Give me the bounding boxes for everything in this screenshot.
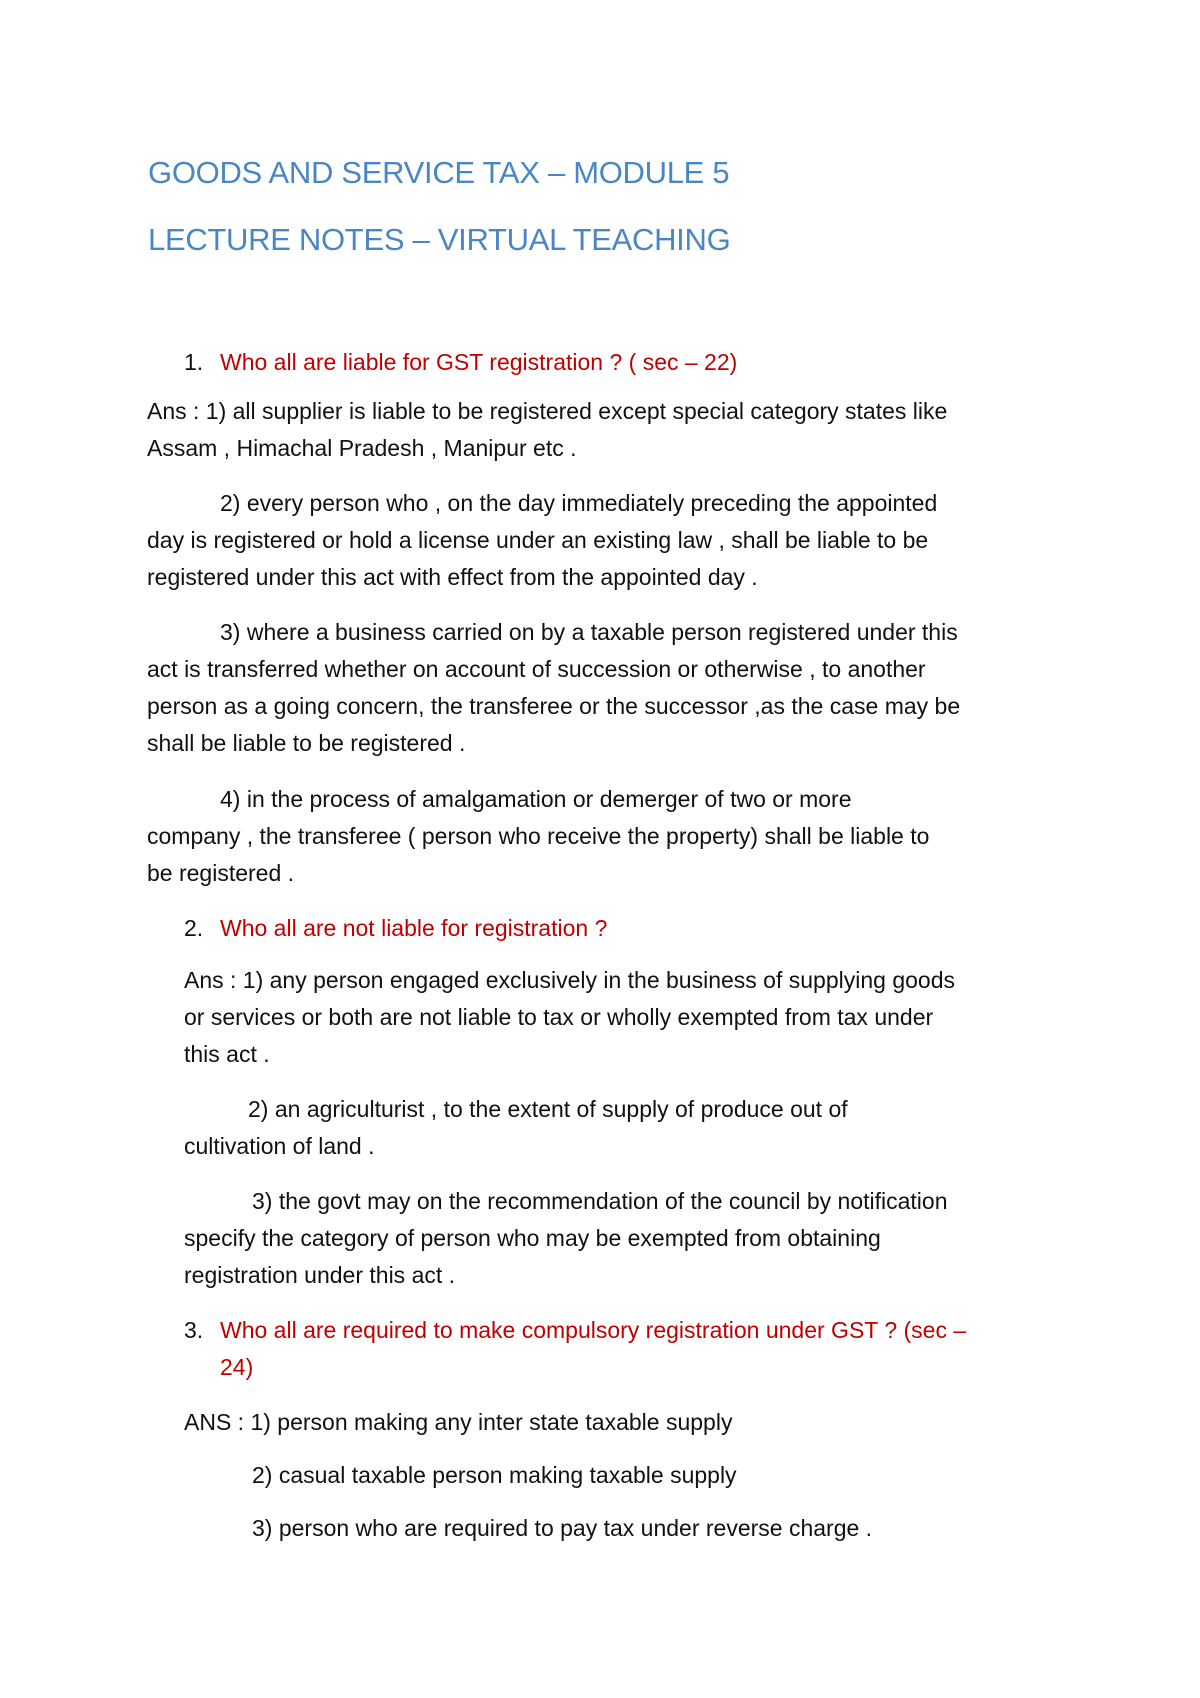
question-line: Who all are required to make compulsory registration under GST ? (sec – [220,1317,967,1343]
answer-paragraph [184,962,955,1073]
question-number: 1. [184,349,204,375]
answer-line: 4) in the process of amalgamation or demerger of two or more [220,786,852,812]
question-number: 2. [184,915,204,941]
answer-line: ANS : 1) person making any inter state taxable supply [184,1409,733,1435]
answer-line: 2) casual taxable person making taxable supply [252,1462,737,1488]
answer-line: Assam , Himachal Pradesh , Manipur etc . [147,435,577,461]
answer-line: person as a going concern, the transferee or the successor ,as the case may be [147,693,961,719]
answer-line: cultivation of land . [184,1133,375,1159]
document-title: GOODS AND SERVICE TAX – MODULE 5 [148,155,730,190]
answer-paragraph [184,1404,732,1441]
answer-line: 3) the govt may on the recommendation of the council by notification [252,1188,948,1214]
answer-paragraph [147,393,947,467]
answer-line: this act . [184,1041,270,1067]
question-line: Who all are not liable for registration ? [220,915,608,941]
answer-paragraph [252,1457,737,1494]
answer-line: day is registered or hold a license under an existing law , shall be liable to be [147,527,929,553]
question-heading [220,1312,966,1386]
answer-line: 2) an agriculturist , to the extent of supply of produce out of [248,1096,848,1122]
question-line: Who all are liable for GST registration ? ( sec – 22) [220,349,738,375]
answer-line: 3) person who are required to pay tax under reverse charge . [252,1515,873,1541]
answer-line: registered under this act with effect from the appointed day . [147,564,758,590]
answer-line: Ans : 1) all supplier is liable to be registered except special category states like [147,398,948,424]
answer-line: Ans : 1) any person engaged exclusively in the business of supplying goods [184,967,955,993]
question-heading [220,910,607,947]
answer-line: 3) where a business carried on by a taxable person registered under this [220,619,958,645]
question-heading [220,344,737,381]
answer-line: act is transferred whether on account of succession or otherwise , to another [147,656,926,682]
answer-line: 2) every person who , on the day immediately preceding the appointed [220,490,938,516]
answer-line: shall be liable to be registered . [147,730,466,756]
document-subtitle: LECTURE NOTES – VIRTUAL TEACHING [148,222,731,257]
question-line: 24) [220,1354,254,1380]
answer-paragraph [252,1510,872,1547]
answer-paragraph [184,1091,848,1165]
answer-line: registration under this act . [184,1262,456,1288]
answer-paragraph [147,614,960,762]
answer-line: company , the transferee ( person who receive the property) shall be liable to [147,823,930,849]
answer-paragraph [184,1183,948,1294]
answer-line: specify the category of person who may be exempted from obtaining [184,1225,881,1251]
answer-paragraph [147,781,929,892]
answer-line: be registered . [147,860,295,886]
question-number: 3. [184,1317,204,1343]
answer-paragraph [147,485,937,596]
answer-line: or services or both are not liable to tax or wholly exempted from tax under [184,1004,934,1030]
